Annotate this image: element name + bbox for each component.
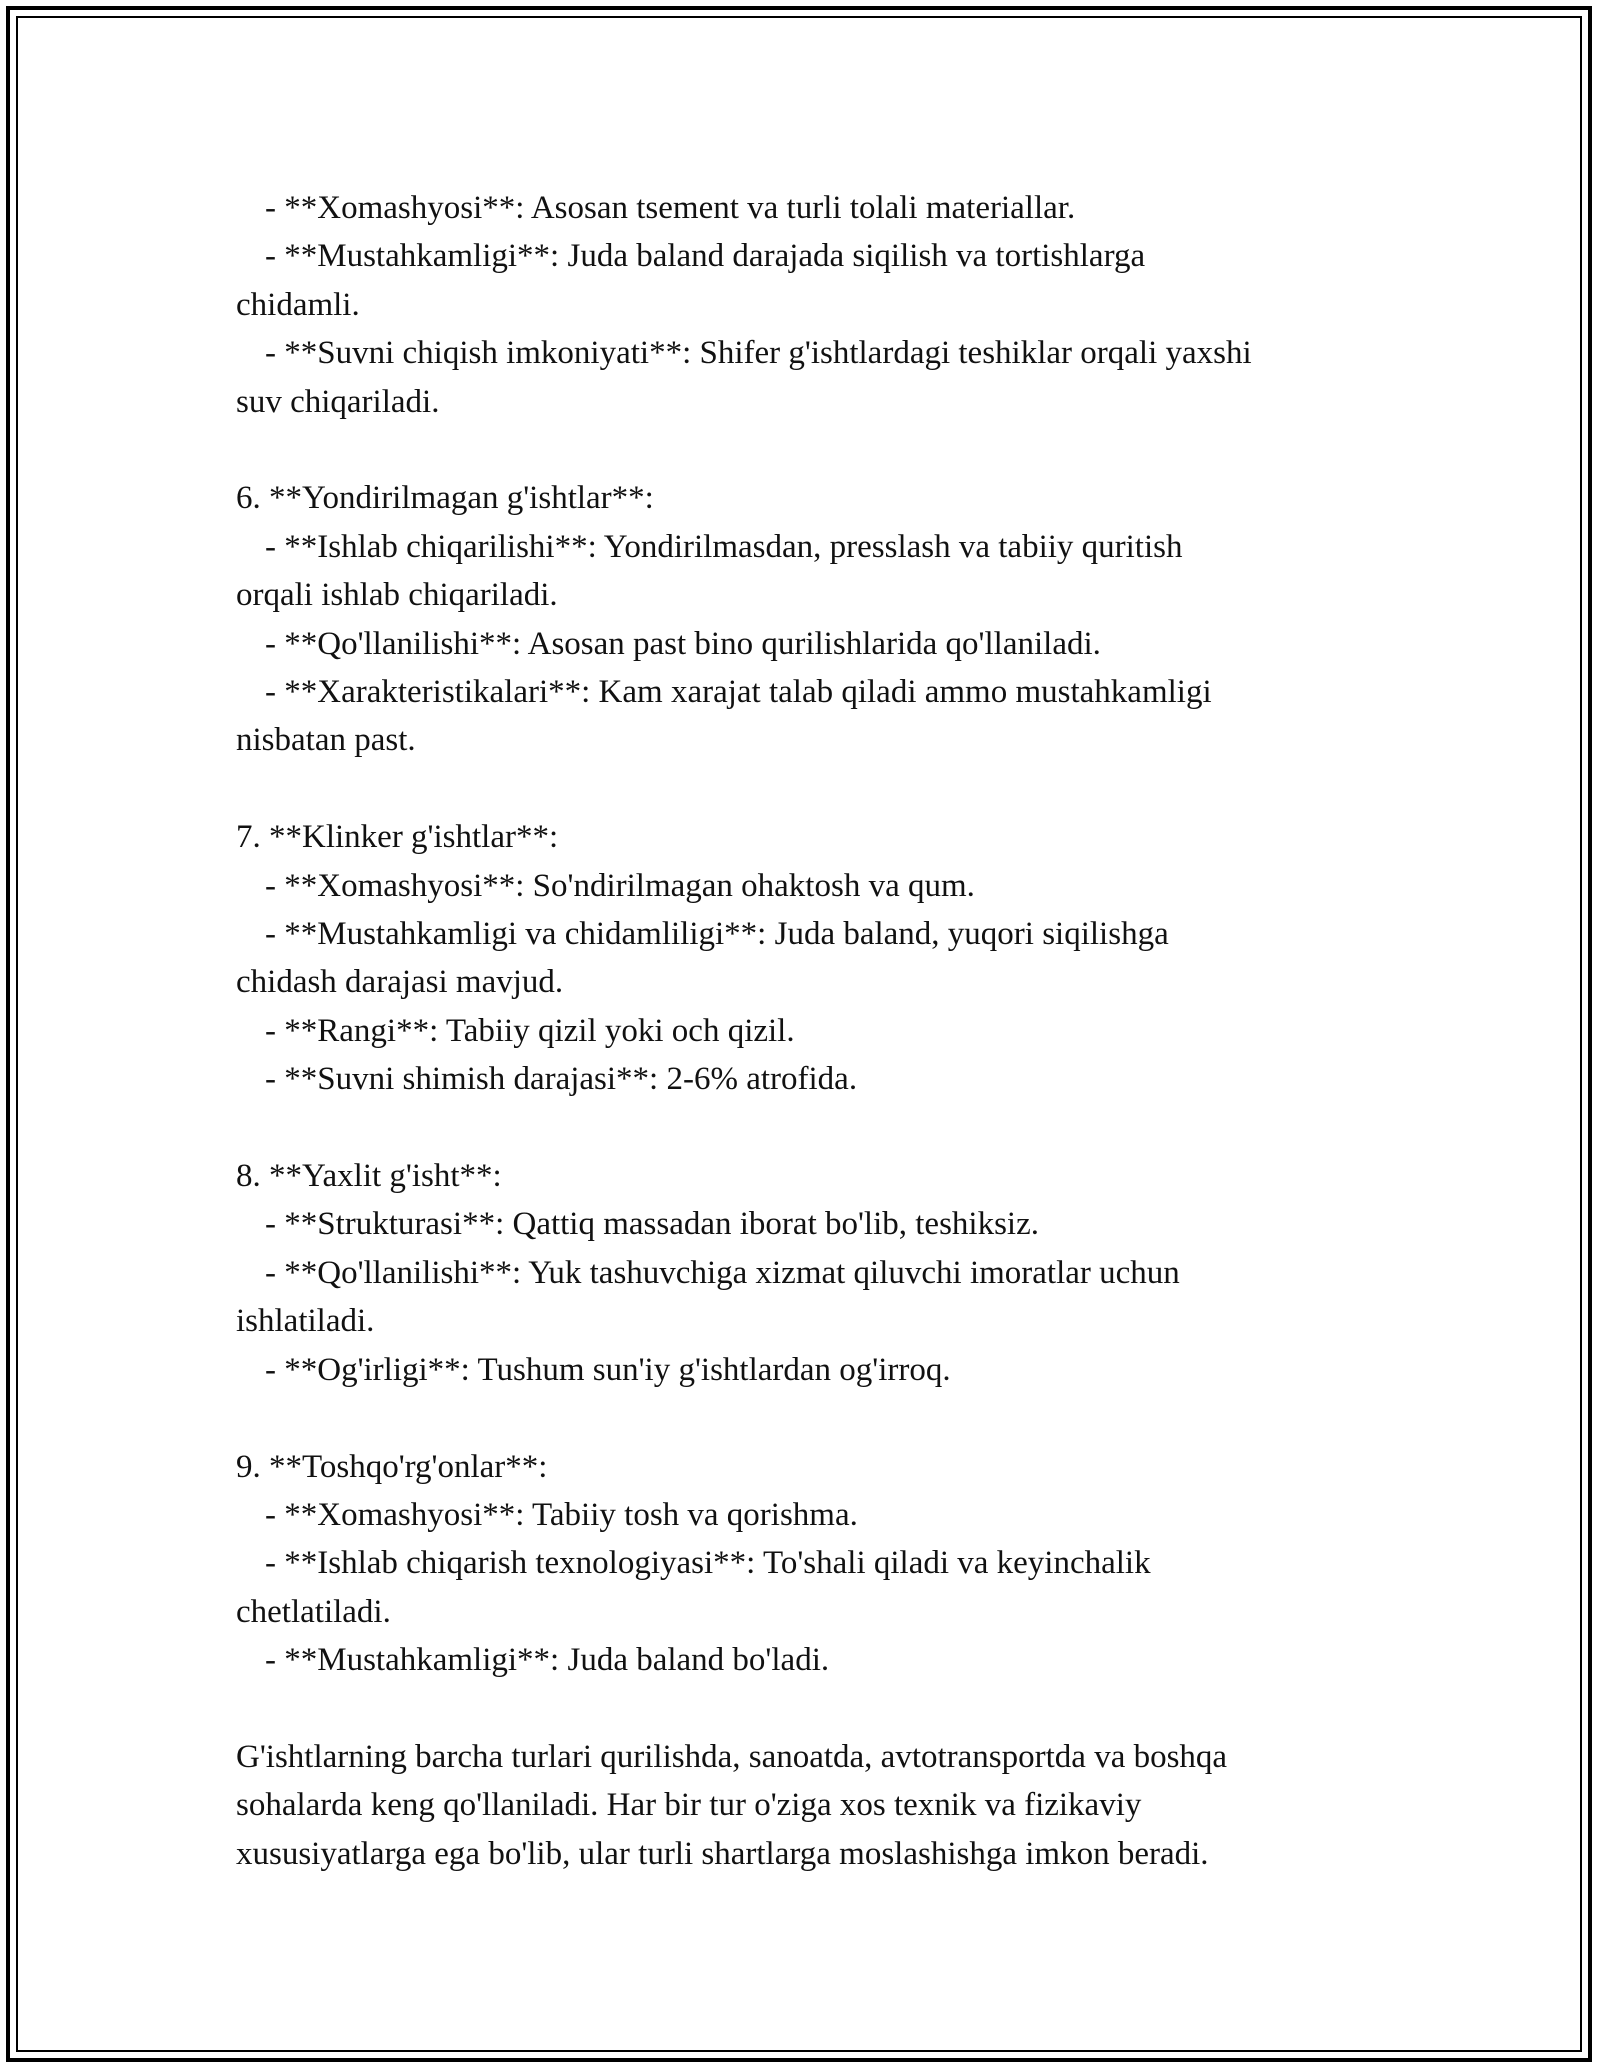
- list-item: - **Qo'llanilishi**: Asosan past bino qurilishlarida qo'llaniladi.: [265, 625, 1101, 662]
- list-item: - **Og'irligi**: Tushum sun'iy g'ishtlardan og'irroq.: [265, 1351, 951, 1388]
- list-item: - **Ishlab chiqarish texnologiyasi**: To'shali qiladi va keyinchalik: [265, 1545, 1151, 1582]
- section-heading: 7. **Klinker g'ishtlar**:: [236, 819, 559, 856]
- list-item-continuation: ishlatiladi.: [236, 1303, 375, 1340]
- document-body: [236, 184, 1376, 1878]
- summary-line: G'ishtlarning barcha turlari qurilishda, sanoatda, avtotransportda va boshqa: [236, 1738, 1228, 1775]
- summary-line: sohalarda keng qo'llaniladi. Har bir tur o'ziga xos texnik va fizikaviy: [236, 1787, 1142, 1824]
- list-item-continuation: chidash darajasi mavjud.: [236, 964, 564, 1001]
- list-item: - **Xarakteristikalari**: Kam xarajat talab qiladi ammo mustahkamligi: [265, 674, 1212, 711]
- list-item: - **Qo'llanilishi**: Yuk tashuvchiga xizmat qiluvchi imoratlar uchun: [265, 1254, 1180, 1291]
- list-item-continuation: chetlatiladi.: [236, 1593, 391, 1630]
- section-heading: 8. **Yaxlit g'isht**:: [236, 1158, 502, 1195]
- list-item-continuation: nisbatan past.: [236, 722, 416, 759]
- list-item-continuation: chidamli.: [236, 286, 360, 323]
- list-item: - **Strukturasi**: Qattiq massadan iborat bo'lib, teshiksiz.: [265, 1206, 1040, 1243]
- list-item-continuation: suv chiqariladi.: [236, 383, 440, 420]
- list-item: - **Xomashyosi**: Asosan tsement va turli tolali materiallar.: [265, 190, 1076, 226]
- list-item: - **Mustahkamligi**: Juda baland bo'ladi.: [265, 1642, 830, 1679]
- blank-line: [236, 765, 1376, 813]
- blank-line: [236, 1104, 1376, 1152]
- blank-line: [236, 1685, 1376, 1733]
- summary-line: xususiyatlarga ega bo'lib, ular turli shartlarga moslashishga imkon beradi.: [236, 1835, 1209, 1872]
- list-item: - **Ishlab chiqarilishi**: Yondirilmasdan, presslash va tabiiy quritish: [265, 528, 1183, 565]
- list-item: - **Suvni chiqish imkoniyati**: Shifer g'ishtlardagi teshiklar orqali yaxshi: [265, 335, 1252, 372]
- blank-line: [236, 1394, 1376, 1442]
- list-item: - **Suvni shimish darajasi**: 2-6% atrofida.: [265, 1061, 858, 1098]
- section-heading: 6. **Yondirilmagan g'ishtlar**:: [236, 480, 654, 517]
- blank-line: [236, 426, 1376, 474]
- list-item: - **Mustahkamligi**: Juda baland darajada siqilish va tortishlarga: [265, 238, 1146, 275]
- list-item: - **Rangi**: Tabiiy qizil yoki och qizil.: [265, 1012, 795, 1049]
- list-item: - **Xomashyosi**: So'ndirilmagan ohaktosh va qum.: [265, 867, 975, 904]
- list-item-continuation: orqali ishlab chiqariladi.: [236, 577, 558, 614]
- list-item: - **Xomashyosi**: Tabiiy tosh va qorishma.: [265, 1496, 858, 1533]
- section-heading: 9. **Toshqo'rg'onlar**:: [236, 1448, 548, 1485]
- list-item: - **Mustahkamligi va chidamliligi**: Juda baland, yuqori siqilishga: [265, 916, 1169, 953]
